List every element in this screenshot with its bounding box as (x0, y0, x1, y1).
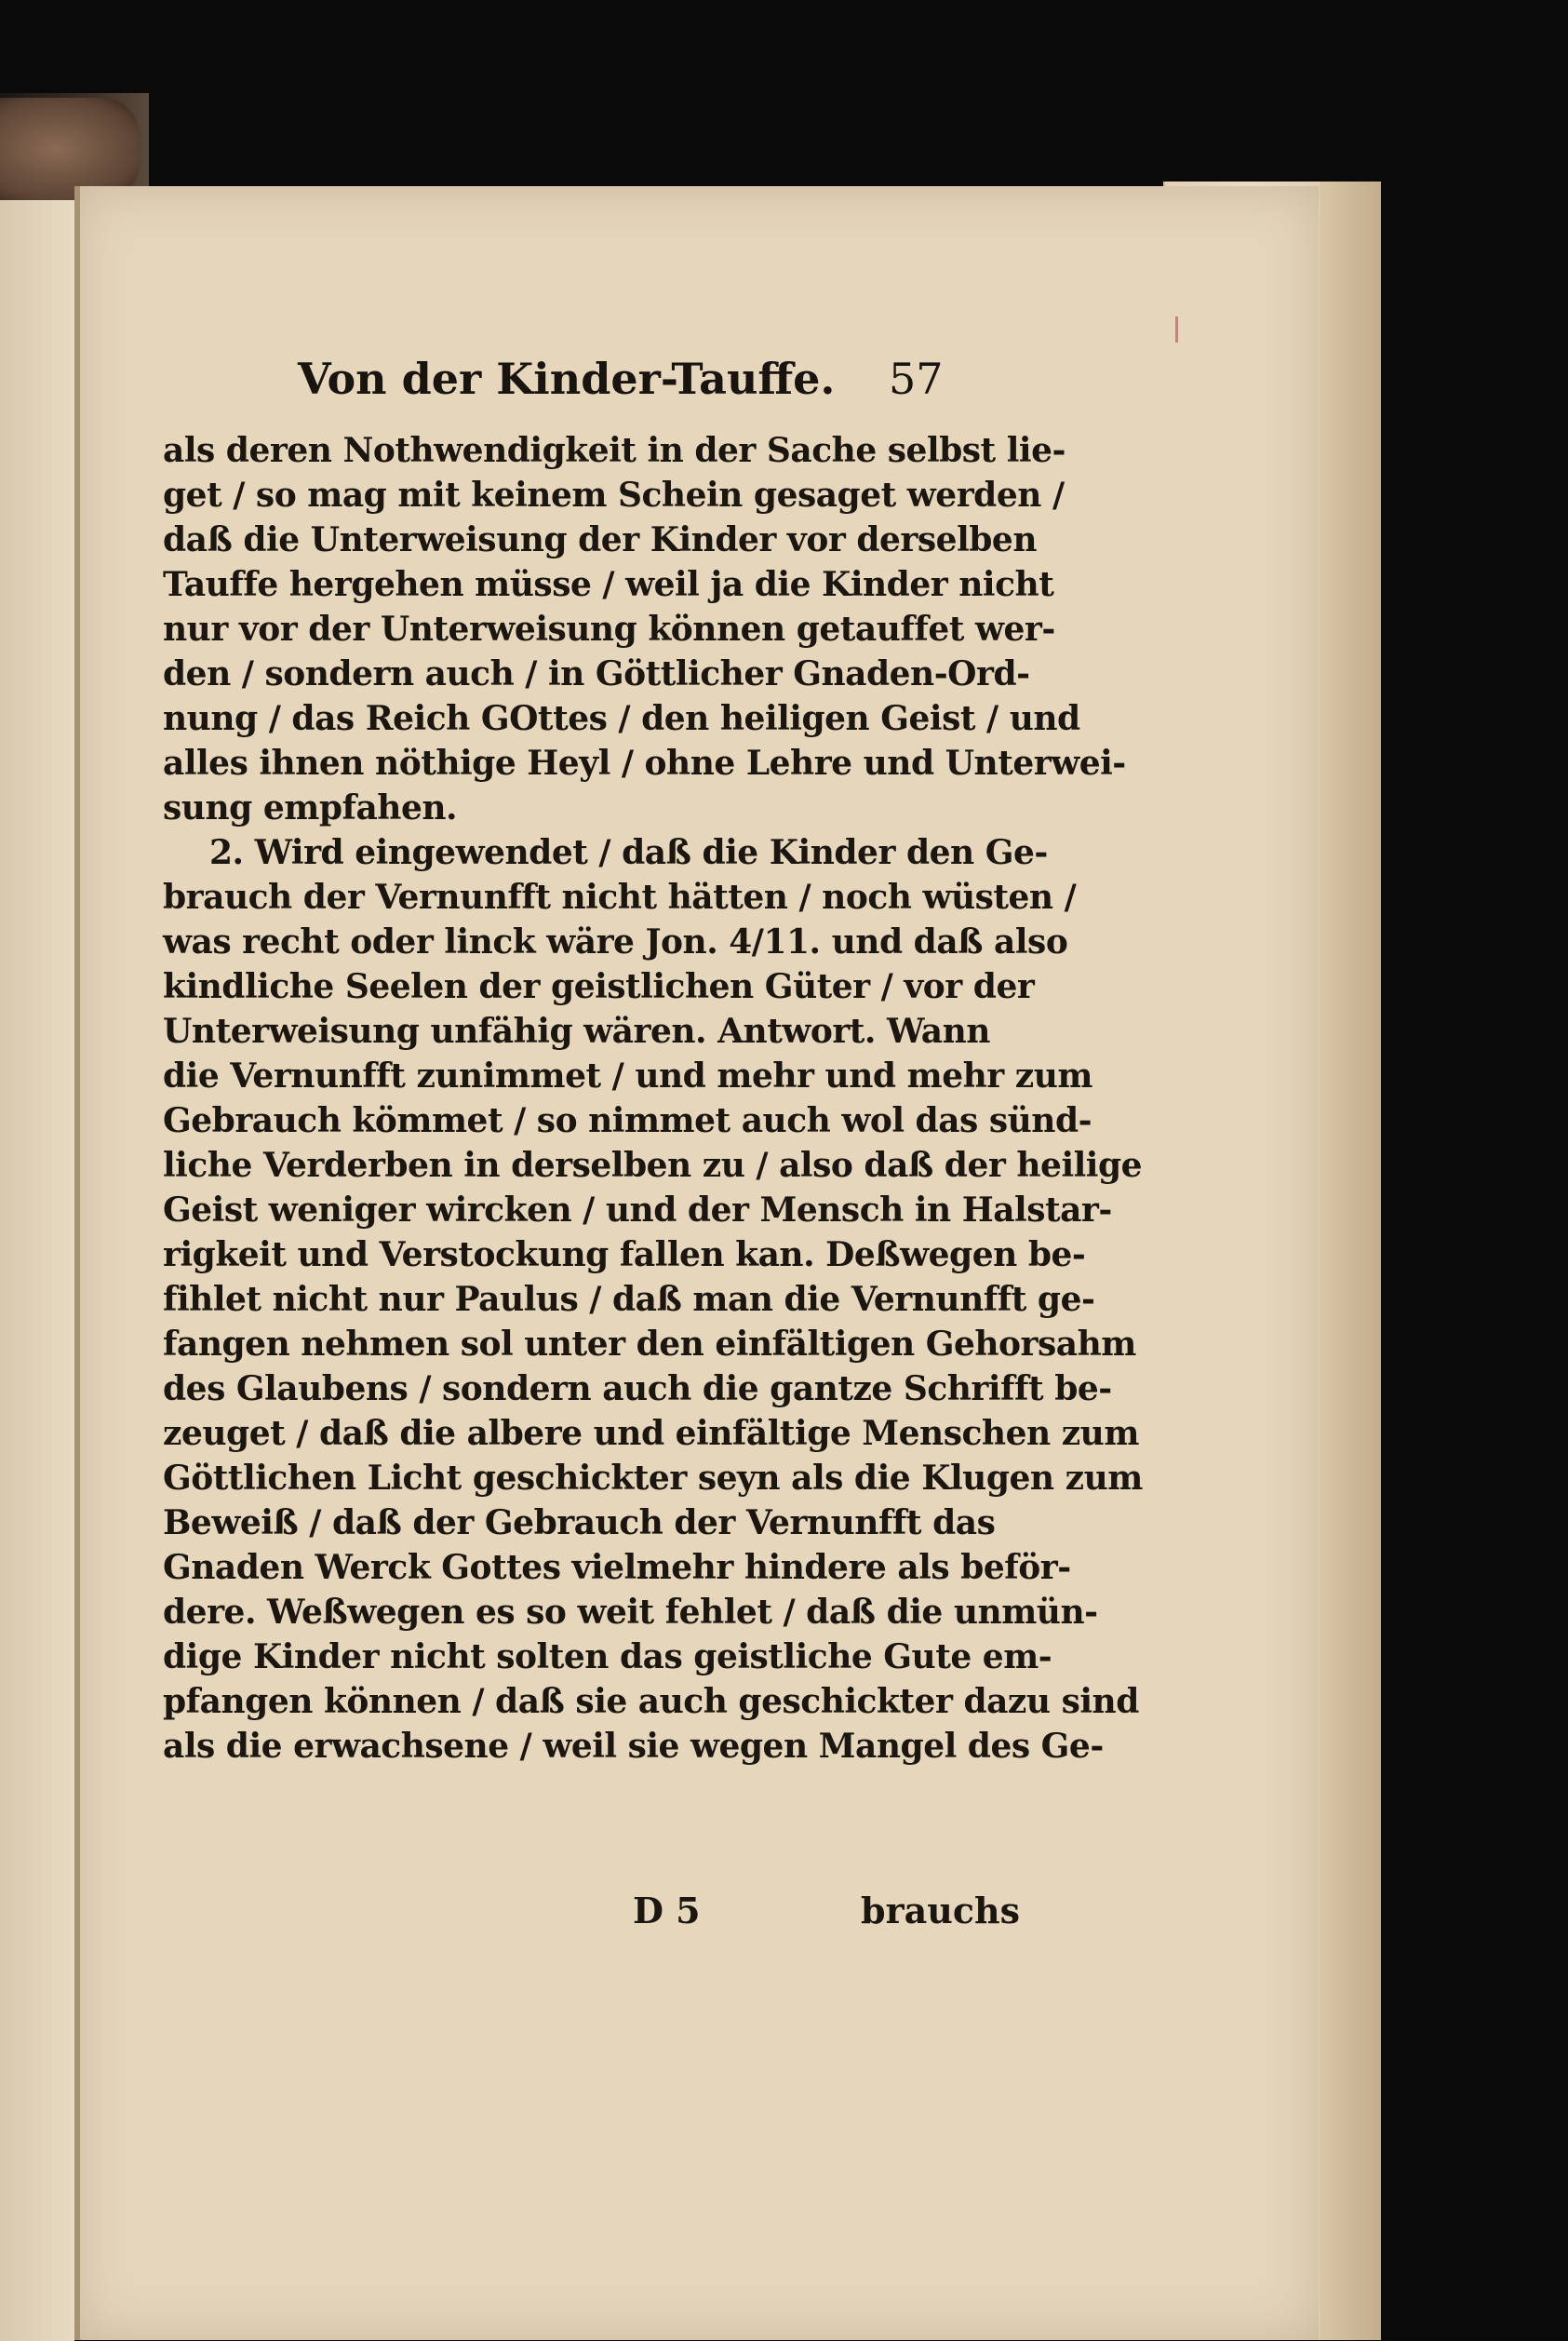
text-line: fihlet nicht nur Paulus / daß man die Vernunfft ge- (163, 1280, 1095, 1319)
text-line: als die erwachsene / weil sie wegen Mangel des Ge- (163, 1727, 1104, 1766)
text-line: Tauffe hergehen müsse / weil ja die Kinder nicht (163, 565, 1054, 604)
text-line: rigkeit und Verstockung fallen kan. Deßwegen be- (163, 1235, 1086, 1274)
text-line: zeuget / daß die albere und einfältige Menschen zum (163, 1414, 1139, 1453)
text-line: Geist weniger wircken / und der Mensch in Halstar- (163, 1191, 1112, 1230)
text-line: get / so mag mit keinem Schein gesaget werden / (163, 476, 1065, 515)
text-line: dige Kinder nicht solten das geistliche Gute em- (163, 1637, 1052, 1676)
text-line: Unterweisung unfähig wären. Antwort. Wann (163, 1012, 990, 1051)
text-line: nung / das Reich GOttes / den heiligen Geist / und (163, 699, 1080, 738)
text-line: Gnaden Werck Gottes vielmehr hindere als beför- (163, 1548, 1071, 1587)
spine-gutter (74, 186, 80, 2340)
text-line: 2. Wird eingewendet / daß die Kinder den Ge- (209, 833, 1048, 872)
signature-mark: D 5 (633, 1890, 701, 1931)
running-title: Von der Kinder-Tauffe. (298, 354, 836, 404)
text-line: als deren Nothwendigkeit in der Sache selbst lie- (163, 431, 1065, 470)
text-line: Gebrauch kömmet / so nimmet auch wol das sünd- (163, 1101, 1092, 1140)
running-head (298, 354, 968, 410)
left-page-strip (0, 200, 74, 2341)
text-line: sung empfahen. (163, 788, 458, 827)
text-line: was recht oder linck wäre Jon. 4/11. und daß also (163, 922, 1068, 962)
text-line: kindliche Seelen der geistlichen Güter / vor der (163, 967, 1035, 1006)
text-line: pfangen können / daß sie auch geschickter dazu sind (163, 1682, 1139, 1721)
pink-mark (1175, 316, 1178, 343)
leather-cover-edge (0, 98, 140, 200)
catchword: brauchs (861, 1890, 1020, 1931)
text-line: des Glaubens / sondern auch die gantze Schrifft be- (163, 1369, 1112, 1408)
text-line: liche Verderben in derselben zu / also daß der heilige (163, 1146, 1143, 1185)
text-line: die Vernunfft zunimmet / und mehr und mehr zum (163, 1056, 1092, 1096)
text-line: nur vor der Unterweisung können getauffet wer- (163, 610, 1055, 649)
text-line: alles ihnen nöthige Heyl / ohne Lehre und Unterwei- (163, 744, 1126, 783)
text-line: dere. Weßwegen es so weit fehlet / daß die unmün- (163, 1593, 1098, 1632)
text-line: fangen nehmen sol unter den einfältigen Gehorsahm (163, 1325, 1136, 1364)
text-line: daß die Unterweisung der Kinder vor derselben (163, 520, 1037, 559)
page-number: 57 (889, 354, 944, 404)
text-line: Beweiß / daß der Gebrauch der Vernunfft das (163, 1503, 996, 1542)
page-edges-outer (1320, 182, 1381, 2340)
text-line: Göttlichen Licht geschickter seyn als die Klugen zum (163, 1459, 1143, 1498)
text-line: den / sondern auch / in Göttlicher Gnaden-Ord- (163, 654, 1030, 693)
text-line: brauch der Vernunfft nicht hätten / noch wüsten / (163, 878, 1077, 917)
